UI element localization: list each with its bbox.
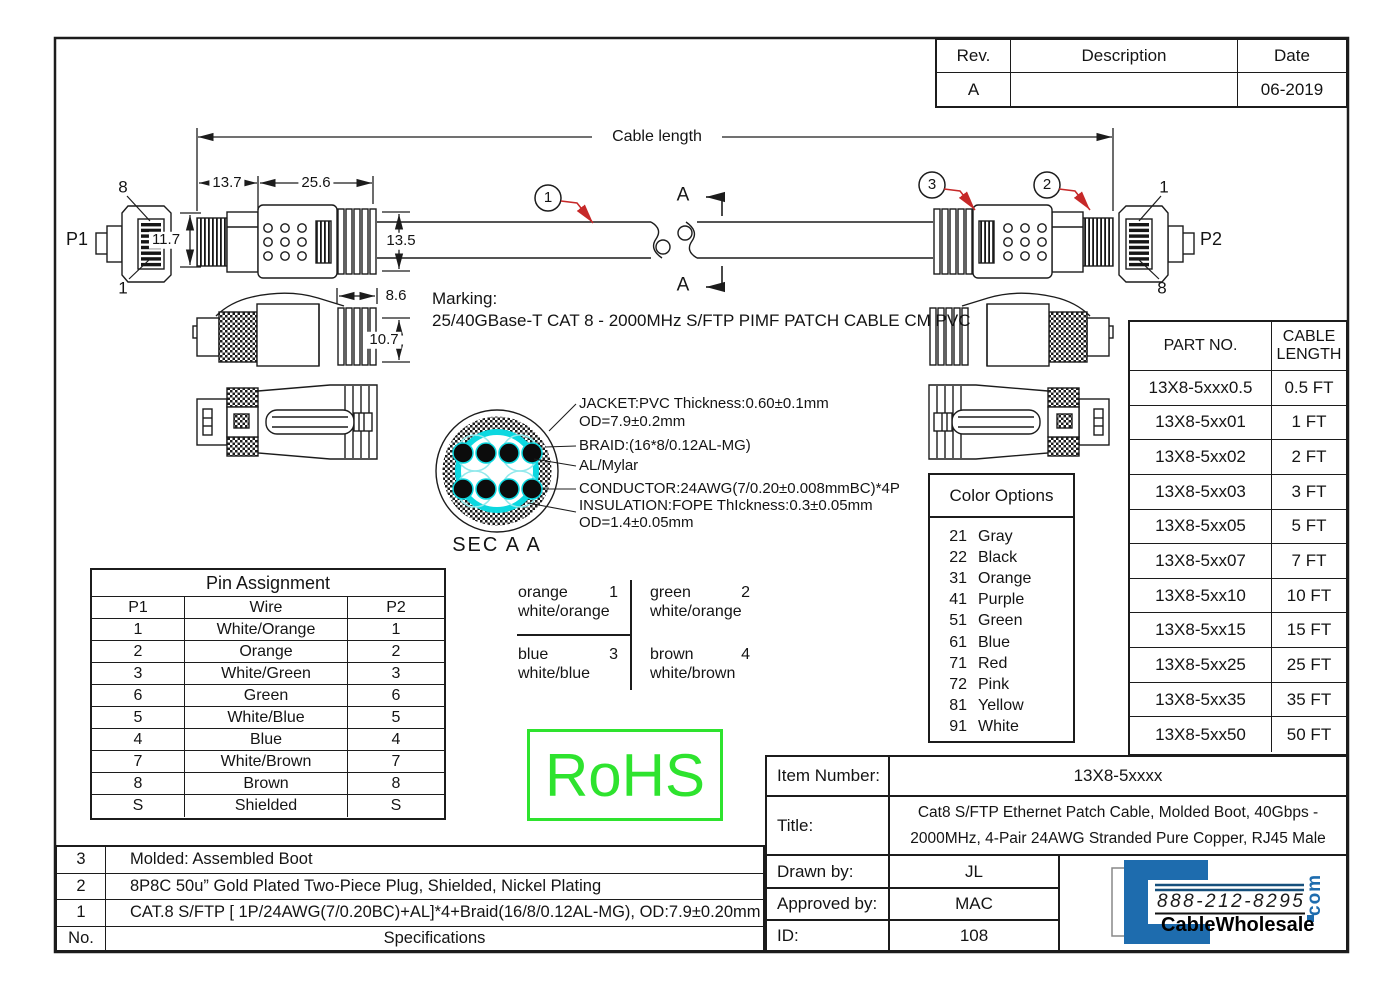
part-row: 13X8-5xx35 35 FT bbox=[1130, 683, 1346, 718]
part-row: 13X8-5xx07 7 FT bbox=[1130, 544, 1346, 579]
title-block bbox=[765, 755, 1348, 952]
dim-boot-height: 13.5 bbox=[383, 233, 418, 250]
callout-1: 1 bbox=[543, 188, 553, 206]
callout-insulation: INSULATION:FOPE ThIckness:0.3±0.05mm bbox=[579, 497, 873, 514]
part-row: 13X8-5xx02 2 FT bbox=[1130, 440, 1346, 475]
callout-insulation-od: OD=1.4±0.05mm bbox=[579, 514, 694, 531]
logo-phone: 888-212-8295 bbox=[1157, 891, 1306, 912]
marking-label: Marking: bbox=[432, 289, 498, 308]
p2-pin8-label: 8 bbox=[1157, 278, 1167, 298]
approved-by-label: Approved by: bbox=[767, 887, 888, 919]
id-label: ID: bbox=[767, 919, 888, 950]
cable-cross-section bbox=[436, 410, 558, 532]
wiremap-horizontal-divider bbox=[517, 634, 630, 636]
pair1-name: orange bbox=[518, 584, 568, 601]
spec-row-num: 2 bbox=[57, 874, 106, 901]
color-option: 81 Yellow bbox=[949, 697, 1024, 715]
revision-row bbox=[937, 73, 1346, 106]
color-option: 72 Pink bbox=[949, 675, 1010, 693]
pair2-name: green bbox=[650, 584, 691, 601]
spec-row-num: 1 bbox=[57, 900, 106, 927]
wiremap-pair2 bbox=[650, 583, 750, 621]
pair4-num: 4 bbox=[741, 646, 750, 663]
part-row: 13X8-5xx05 5 FT bbox=[1130, 510, 1346, 545]
drawn-by-label: Drawn by: bbox=[767, 854, 888, 887]
p1-col-header: P1 bbox=[92, 597, 185, 619]
callout-al-mylar: AL/Mylar bbox=[579, 457, 639, 474]
color-options-box bbox=[928, 473, 1075, 743]
spec-no-footer: No. bbox=[57, 927, 106, 951]
cable-length-header: CABLE LENGTH bbox=[1276, 328, 1342, 363]
color-option: 41 Purple bbox=[949, 591, 1025, 609]
logo-tld: com bbox=[1304, 873, 1325, 916]
section-letter-top: A bbox=[676, 184, 690, 206]
color-options-title: Color Options bbox=[930, 475, 1073, 518]
part-number-table bbox=[1128, 320, 1348, 756]
part-row: 13X8-5xx50 50 FT bbox=[1130, 717, 1346, 752]
title-value: Cat8 S/FTP Ethernet Patch Cable, Molded Boot, 40Gbps - 2000MHz, 4-Pair 24AWG Stranded Pure Copper, RJ45 Male bbox=[888, 795, 1346, 854]
color-option: 71 Red bbox=[949, 654, 1008, 672]
rev-value: A bbox=[937, 73, 1011, 106]
pin-row: S Shielded S bbox=[92, 795, 444, 817]
rev-header: Rev. bbox=[937, 40, 1011, 73]
p2-col-header: P2 bbox=[348, 597, 444, 619]
part-table-body bbox=[1130, 371, 1346, 752]
pin-row: 2 Orange 2 bbox=[92, 641, 444, 663]
callout-jacket: JACKET:PVC Thickness:0.60±0.1mm bbox=[579, 395, 829, 412]
revision-header-row bbox=[937, 40, 1346, 73]
connector-p1-label: P1 bbox=[65, 229, 89, 250]
description-header: Description bbox=[1011, 40, 1238, 73]
pair4-name: brown bbox=[650, 646, 694, 663]
part-table-header bbox=[1130, 322, 1346, 371]
part-row: 13X8-5xx25 25 FT bbox=[1130, 648, 1346, 683]
p2-pin1-label: 1 bbox=[1159, 177, 1169, 197]
spec-title-footer: Specifications bbox=[383, 928, 486, 947]
pair3-num: 3 bbox=[609, 646, 618, 663]
item-number-label: Item Number: bbox=[777, 766, 880, 785]
pin-row: 4 Blue 4 bbox=[92, 729, 444, 751]
wiremap-pair4 bbox=[650, 645, 750, 683]
spec-row-text: Molded: Assembled Boot bbox=[106, 847, 763, 874]
part-no-header: PART NO. bbox=[1130, 322, 1272, 370]
color-option: 21 Gray bbox=[949, 527, 1013, 545]
callout-conductor: CONDUCTOR:24AWG(7/0.20±0.008mmBC)*4P bbox=[579, 480, 900, 497]
date-header: Date bbox=[1238, 40, 1346, 73]
rj45-side-view bbox=[197, 205, 376, 278]
part-row: 13X8-5xx10 10 FT bbox=[1130, 579, 1346, 614]
p1-pin1-label: 1 bbox=[118, 278, 128, 298]
specifications-table bbox=[55, 845, 765, 952]
cable-length-dim-label: Cable length bbox=[609, 128, 705, 146]
revision-table bbox=[935, 38, 1348, 108]
description-value bbox=[1011, 73, 1238, 106]
wiremap-pair1 bbox=[518, 583, 618, 621]
section-letter-bottom: A bbox=[676, 274, 690, 296]
item-number-value: 13X8-5xxxx bbox=[888, 757, 1346, 795]
wiremap-vertical-divider bbox=[630, 580, 632, 690]
marking-text: 25/40GBase-T CAT 8 - 2000MHz S/FTP PIMF PATCH CABLE CM PVC bbox=[432, 311, 971, 330]
spec-row-text: 8P8C 50u” Gold Plated Two-Piece Plug, Shielded, Nickel Plating bbox=[106, 874, 763, 901]
rohs-badge bbox=[527, 729, 723, 821]
part-row: 13X8-5xx01 1 FT bbox=[1130, 406, 1346, 441]
wire-col-header: Wire bbox=[185, 597, 348, 619]
logo-cell bbox=[1058, 854, 1346, 950]
color-options-list bbox=[930, 518, 1073, 738]
color-option: 51 Green bbox=[949, 612, 1023, 630]
pair3-name: blue bbox=[518, 646, 549, 663]
pin-row: 3 White/Green 3 bbox=[92, 663, 444, 685]
pair2-second: white/orange bbox=[650, 603, 742, 620]
callout-braid: BRAID:(16*8/0.12AL-MG) bbox=[579, 437, 751, 454]
section-markers bbox=[706, 196, 722, 288]
p1-pin8-label: 8 bbox=[118, 177, 128, 197]
pin-assignment-title: Pin Assignment bbox=[92, 570, 444, 597]
cable-lines bbox=[377, 222, 933, 258]
rohs-text: RoHS bbox=[544, 741, 706, 809]
logo-name: CableWholesale bbox=[1161, 914, 1315, 936]
drawn-by-value: JL bbox=[888, 854, 1058, 887]
pin-assignment-table bbox=[90, 568, 446, 820]
part-row: 13X8-5xx15 15 FT bbox=[1130, 613, 1346, 648]
dim-boot-length: 25.6 bbox=[298, 175, 333, 192]
title-label: Title: bbox=[767, 795, 888, 854]
date-value: 06-2019 bbox=[1260, 79, 1324, 99]
spec-row-num: 3 bbox=[57, 847, 106, 874]
color-option: 22 Black bbox=[949, 548, 1018, 566]
dim-relief-width: 8.6 bbox=[383, 288, 410, 305]
dim-plug-length: 13.7 bbox=[209, 175, 244, 192]
color-option: 61 Blue bbox=[949, 633, 1011, 651]
pin-row: 5 White/Blue 5 bbox=[92, 707, 444, 729]
boot-bottom-view bbox=[197, 385, 377, 459]
pair1-num: 1 bbox=[609, 584, 618, 601]
boot-side-view bbox=[193, 293, 376, 366]
dim-relief-height: 10.7 bbox=[366, 332, 401, 349]
pair3-second: white/blue bbox=[518, 665, 591, 682]
id-value: 108 bbox=[888, 919, 1058, 950]
pair1-second: white/orange bbox=[518, 603, 610, 620]
spec-row-text: CAT.8 S/FTP [ 1P/24AWG(7/0.20BC)+AL]*4+Braid(16/8/0.12AL-MG), OD:7.9±0.20mm bbox=[106, 900, 763, 927]
color-option: 31 Orange bbox=[949, 569, 1032, 587]
callout-2: 2 bbox=[1042, 175, 1052, 193]
pin-row: 8 Brown 8 bbox=[92, 773, 444, 795]
pin-row: 1 White/Orange 1 bbox=[92, 619, 444, 641]
pair4-second: white/brown bbox=[650, 665, 736, 682]
part-row: 13X8-5xx03 3 FT bbox=[1130, 475, 1346, 510]
pin-row: 7 White/Brown 7 bbox=[92, 751, 444, 773]
sec-aa-label: SEC A A bbox=[452, 534, 542, 556]
connector-p2-label: P2 bbox=[1199, 229, 1223, 250]
part-row: 13X8-5xxx0.5 0.5 FT bbox=[1130, 371, 1346, 406]
callout-jacket-od: OD=7.9±0.2mm bbox=[579, 413, 686, 430]
dim-front-height: 11.7 bbox=[149, 232, 183, 249]
callout-3: 3 bbox=[927, 175, 937, 193]
wiremap-pair3 bbox=[518, 645, 618, 683]
pin-header-row bbox=[92, 597, 444, 619]
color-option: 91 White bbox=[949, 718, 1019, 736]
pin-row: 6 Green 6 bbox=[92, 685, 444, 707]
approved-by-value: MAC bbox=[888, 887, 1058, 919]
pair2-num: 2 bbox=[741, 584, 750, 601]
